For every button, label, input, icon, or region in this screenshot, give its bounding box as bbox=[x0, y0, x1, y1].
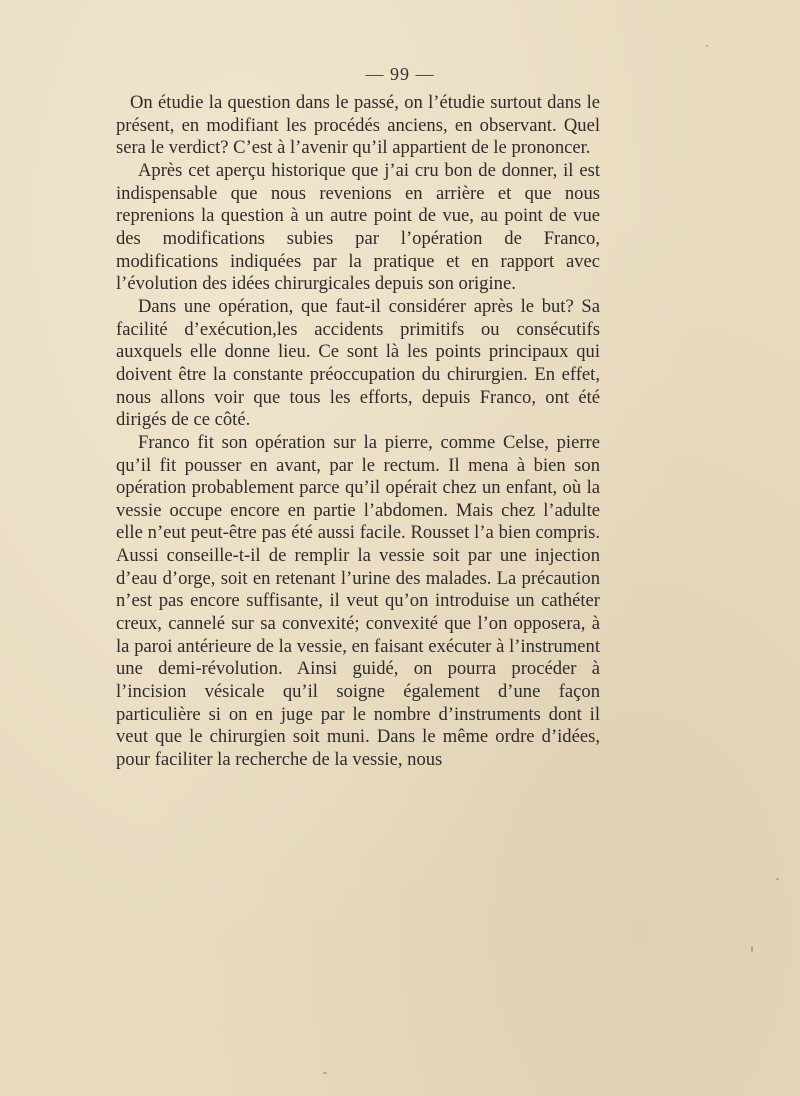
paper-speck bbox=[323, 1072, 327, 1074]
paper-speck bbox=[706, 45, 708, 47]
paper-speck bbox=[751, 946, 753, 952]
paragraph-3: Dans une opération, que faut-il considérer après le but? Sa facilité d’exécution,les accidents primitifs ou consécutifs auxquels elle donne lieu. Ce sont là les points principaux qui doivent être la constante préoccupation du chirurgien. En effet, nous allons voir que tous les efforts, depuis Franco, ont été dirigés de ce côté. bbox=[116, 295, 600, 431]
page-number: — 99 — bbox=[365, 64, 435, 84]
paragraph-1: On étudie la question dans le passé, on l’étudie surtout dans le présent, en modifiant les procédés anciens, en observant. Quel sera le verdict? C’est à l’avenir qu’il appartient de le prononcer. bbox=[116, 92, 600, 159]
paper-speck bbox=[776, 878, 779, 880]
paragraph-4: Franco fit son opération sur la pierre, comme Celse, pierre qu’il fit pousser en avant, par le rectum. Il mena à bien son opération probablement parce qu’il opérait chez un enfant, où la vessie occupe encore en partie l’abdomen. Mais chez l’adulte elle n’eut peut-être pas été aussi facile. Rousset l’a bien compris. Aussi conseille-t-il de remplir la vessie soit par une injection d’eau d’orge, soit en retenant l’urine des malades. La précaution n’est pas encore suffisante, il veut qu’on introduise un cathéter creux, cannelé sur sa convexité; convexité que l’on opposera, à la paroi antérieure de la vessie, en faisant exécuter à l’instrument une demi-révolution. Ainsi guidé, on pourra procéder à l’incision vésicale qu’il soigne également d’une façon particulière si on en juge par le nombre d’instruments dont il veut que le chirurgien soit muni. Dans le même ordre d’idées, pour faciliter la recherche de la vessie, nous bbox=[116, 431, 600, 771]
paragraph-2: Après cet aperçu historique que j’ai cru bon de donner, il est indispensable que nous revenions en arrière et que nous reprenions la question à un autre point de vue, au point de vue des modifications subies par l’opération de Franco, modifications indiquées par la pratique et en rapport avec l’évolution des idées chirurgicales depuis son origine. bbox=[116, 159, 600, 295]
body-text bbox=[116, 92, 600, 772]
